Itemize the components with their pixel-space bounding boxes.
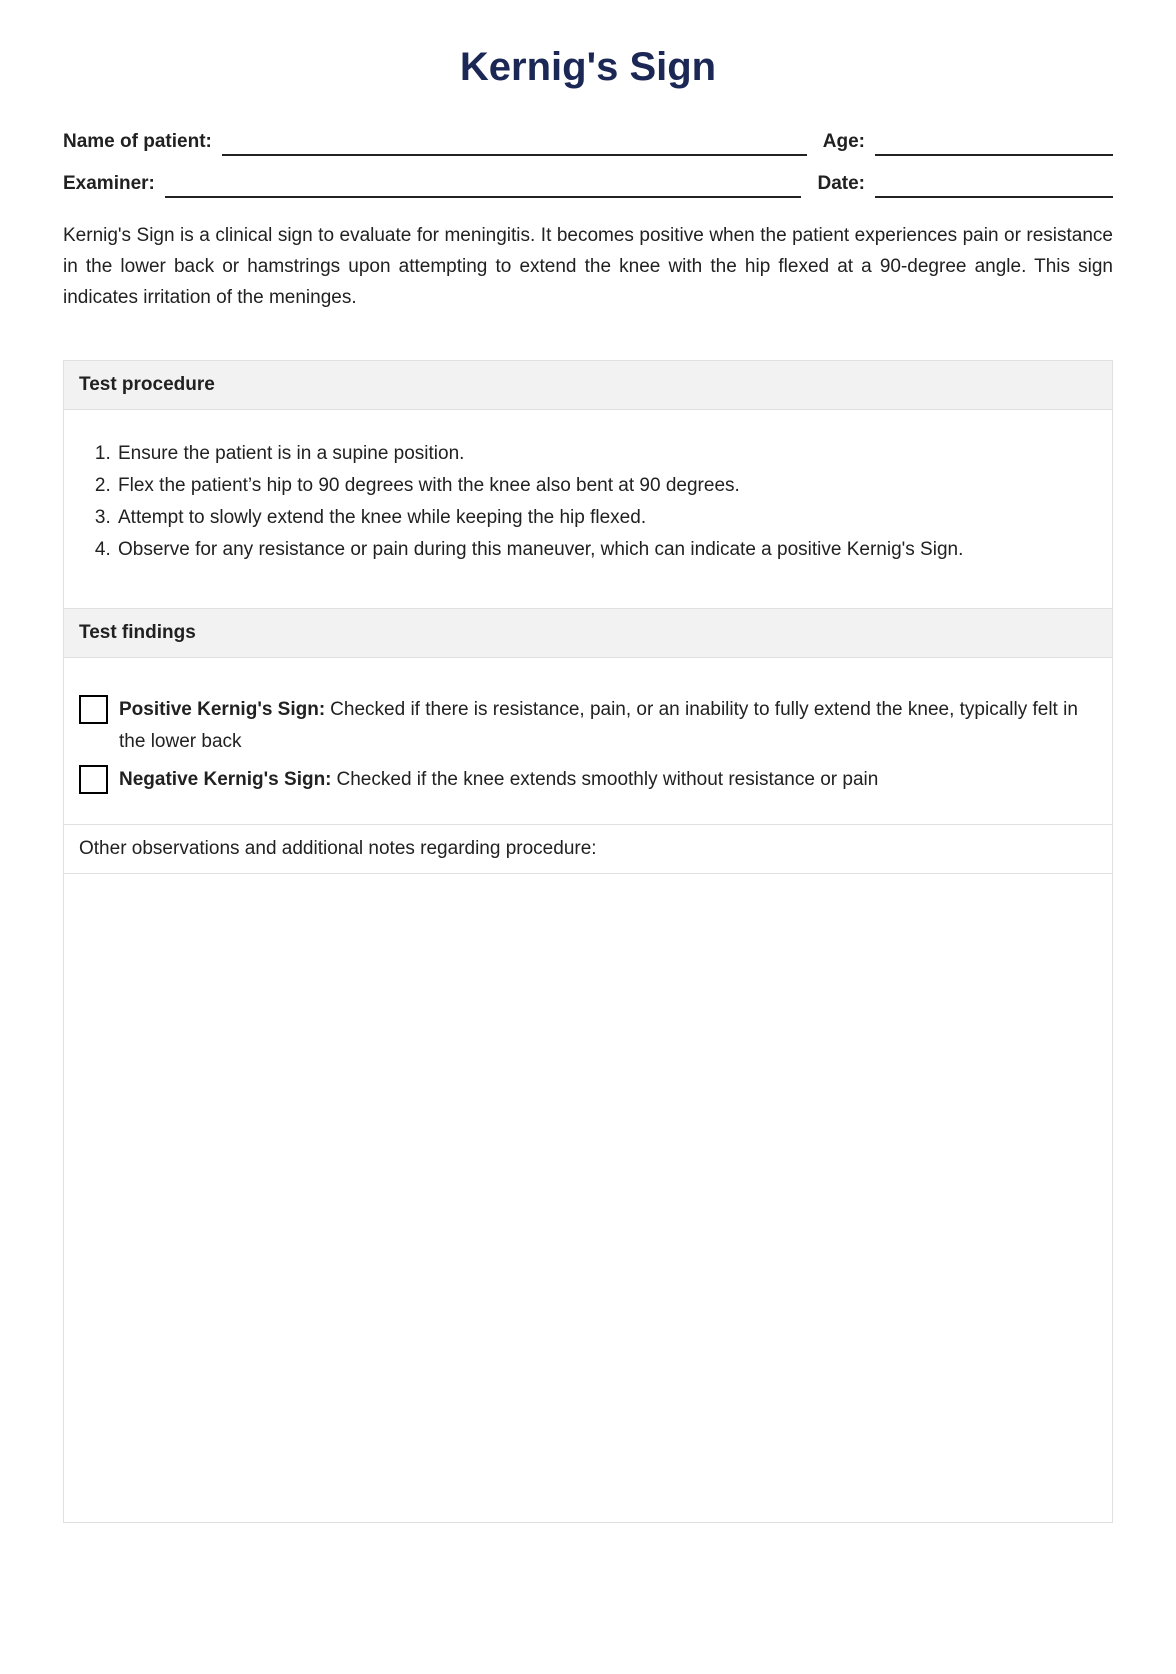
age-input[interactable] [875,132,1113,156]
date-label: Date: [817,173,865,194]
patient-name-label: Name of patient: [63,131,212,152]
form-sections [63,360,1113,1523]
procedure-step-4: 4. Observe for any resistance or pain during this maneuver, which can indicate a positive Kernig's Sign. [116,534,1097,566]
negative-kernig-checkbox[interactable] [79,765,108,794]
patient-info-section [63,128,1113,198]
procedure-steps [64,438,1097,566]
finding-negative [64,764,1097,798]
patient-name-input[interactable] [222,132,807,156]
page-title: Kernig's Sign [459,45,717,89]
positive-kernig-checkbox[interactable] [79,695,108,724]
procedure-step-3: 3. Attempt to slowly extend the knee while keeping the hip flexed. [116,502,1097,534]
notes-header: Other observations and additional notes regarding procedure: [63,824,1113,874]
examiner-input[interactable] [165,174,802,198]
negative-kernig-description: Checked if the knee extends smoothly without resistance or pain [336,769,879,790]
negative-kernig-label: Negative Kernig's Sign: [119,769,332,790]
examiner-row [63,170,1113,198]
procedure-step-1: 1. Ensure the patient is in a supine position. [116,438,1097,470]
test-findings-header: Test findings [63,608,1113,658]
notes-area[interactable] [63,873,1113,1523]
test-findings-body [63,657,1113,825]
date-input[interactable] [875,174,1113,198]
age-label: Age: [822,131,865,152]
intro-paragraph: Kernig's Sign is a clinical sign to evaluate for meningitis. It becomes positive when the patient experiences pain or resistance in the lower back or hamstrings upon attempting to extend the knee with the hip flexed at a 90-degree angle. This sign indicates irritation of the meninges. [63,225,1113,308]
document-page [0,44,1176,1523]
examiner-label: Examiner: [63,173,155,194]
finding-positive [64,694,1097,758]
test-procedure-header: Test procedure [63,360,1113,410]
test-procedure-body [63,409,1113,609]
positive-kernig-description: Checked if there is resistance, pain, or an inability to fully extend the knee, typically felt in the lower back [119,699,1078,752]
positive-kernig-label: Positive Kernig's Sign: [119,699,326,720]
patient-name-row [63,128,1113,156]
procedure-step-2: 2. Flex the patient’s hip to 90 degrees with the knee also bent at 90 degrees. [116,470,1097,502]
